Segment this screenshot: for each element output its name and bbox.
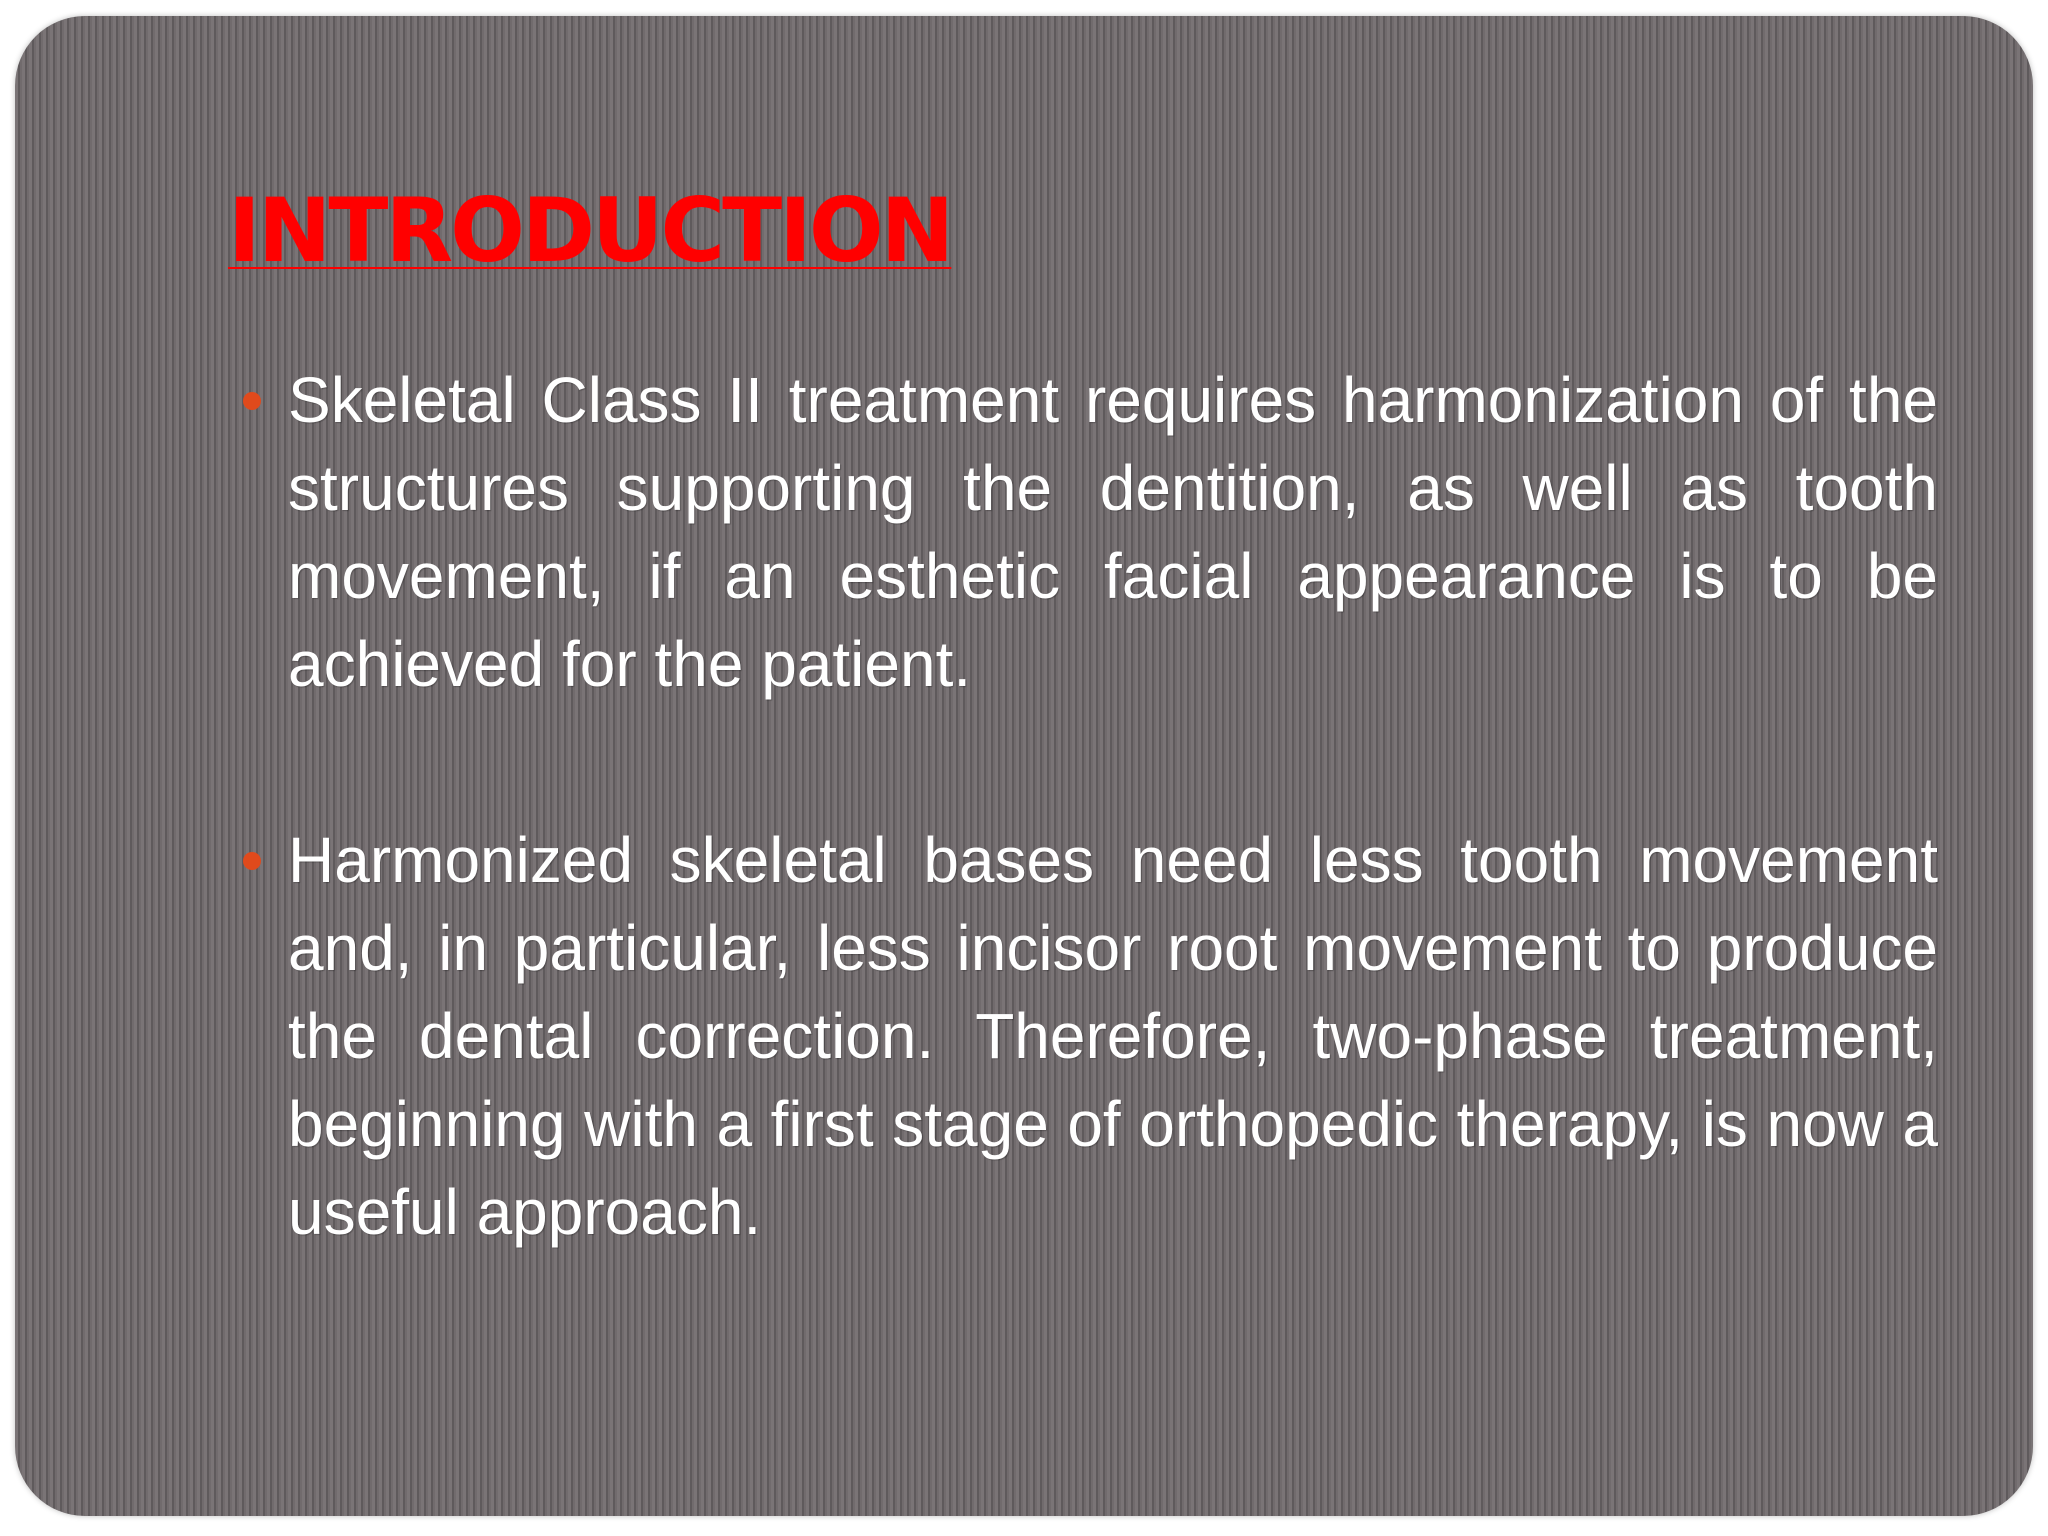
bullet-dot-icon (243, 392, 261, 410)
bullet-item (228, 816, 1938, 1256)
bullet-list (228, 356, 1938, 1364)
bullet-dot-icon (243, 852, 261, 870)
bullet-item (228, 356, 1938, 708)
slide-title: INTRODUCTION (228, 179, 952, 282)
slide (15, 16, 2033, 1516)
bullet-text: Harmonized skeletal bases need less tooth movement and, in particular, less incisor root movement to produce the dental correction. Therefore, two-phase treatment, beginning with a first stage of orthopedic therapy, is now a useful approach. (288, 824, 1938, 1248)
bullet-text: Skeletal Class II treatment requires harmonization of the structures supporting the dentition, as well as tooth movement, if an esthetic facial appearance is to be achieved for the patient. (288, 364, 1938, 700)
